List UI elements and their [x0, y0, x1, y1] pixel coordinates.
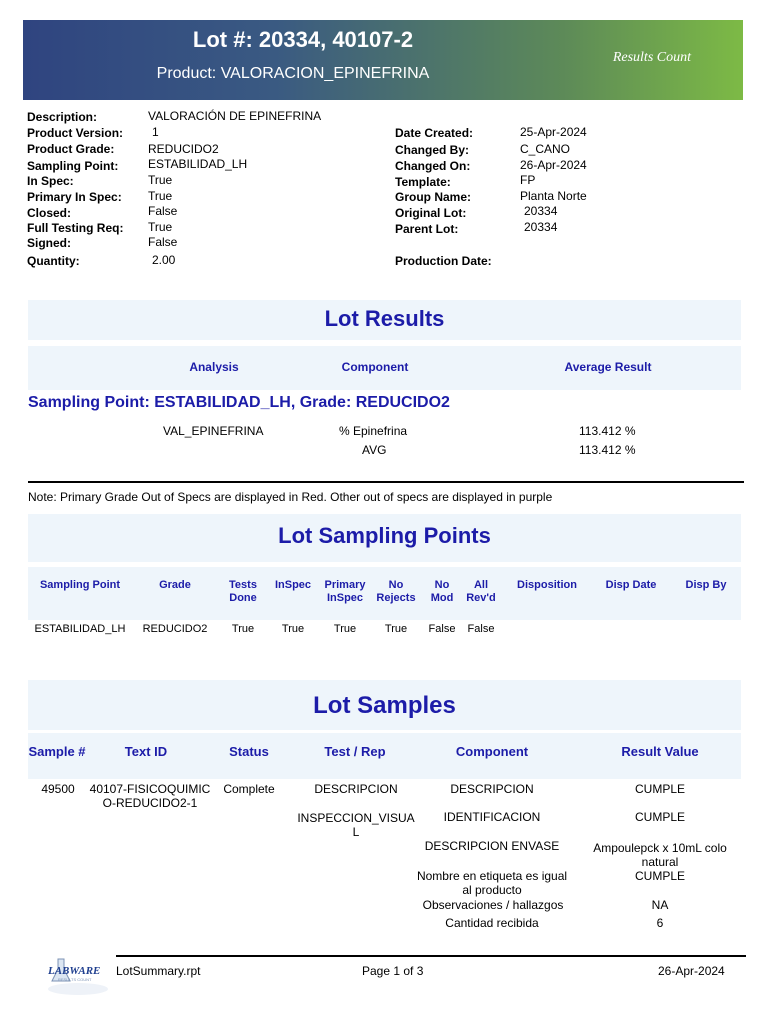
- info-value: 20334: [524, 220, 558, 234]
- samples-title: Lot Samples: [313, 692, 456, 719]
- info-value: True: [148, 189, 173, 203]
- result-component: % Epinefrina: [339, 424, 408, 438]
- sample-component: DESCRIPCION ENVASE: [424, 839, 560, 853]
- sample-result: 6: [656, 916, 664, 930]
- info-value: Planta Norte: [520, 189, 587, 203]
- sampling-points-title: Lot Sampling Points: [278, 523, 491, 548]
- column-header-average-result: Average Result: [564, 360, 652, 374]
- column-header-test-rep: Test / Rep: [324, 744, 386, 759]
- column-header-text-id: Text ID: [124, 744, 168, 759]
- info-value: ESTABILIDAD_LH: [148, 157, 248, 171]
- info-value: REDUCIDO2: [148, 142, 219, 156]
- column-header-disp-by: Disp By: [685, 579, 727, 591]
- info-value: C_CANO: [520, 142, 571, 156]
- column-header-no-mod: No Mod: [430, 579, 454, 604]
- sp-cell: True: [281, 623, 305, 635]
- info-label: Original Lot:: [395, 206, 467, 220]
- info-label: Primary In Spec:: [27, 190, 122, 204]
- results-count-logo-text: Results Count: [612, 50, 691, 65]
- sample-result: CUMPLE: [634, 782, 685, 796]
- sp-cell: True: [333, 623, 357, 635]
- column-header-component: Component: [341, 360, 409, 374]
- sample-number: 49500: [41, 782, 75, 796]
- page-indicator: Page 1 of 3: [362, 964, 424, 978]
- column-header-primary-inspec: Primary InSpec: [324, 579, 366, 604]
- logo-subtext: RESULTS COUNT: [58, 977, 92, 982]
- lot-results-title: Lot Results: [324, 306, 445, 331]
- sample-result: CUMPLE: [634, 869, 685, 883]
- info-value: 1: [152, 125, 159, 139]
- sampling-point-group-title: Sampling Point: ESTABILIDAD_LH, Grade: REDUCIDO2: [28, 394, 450, 411]
- info-value: 26-Apr-2024: [520, 158, 587, 172]
- sample-component: DESCRIPCION: [450, 782, 534, 796]
- column-header-sample-no: Sample #: [28, 744, 86, 759]
- column-header-no-rejects: No Rejects: [376, 579, 416, 604]
- sp-cell: False: [428, 623, 456, 635]
- report-name: LotSummary.rpt: [116, 964, 201, 978]
- lot-results-title-band: [28, 300, 741, 340]
- result-average: 113.412 %: [579, 443, 636, 457]
- column-header-disposition: Disposition: [517, 579, 577, 591]
- info-label: In Spec:: [27, 174, 74, 188]
- sample-result: CUMPLE: [634, 810, 685, 824]
- sp-cell: REDUCIDO2: [142, 623, 208, 635]
- info-label: Changed By:: [395, 143, 470, 157]
- info-label: Changed On:: [395, 159, 471, 173]
- result-analysis: VAL_EPINEFRINA: [163, 424, 264, 438]
- info-label: Closed:: [27, 206, 72, 220]
- column-header-analysis: Analysis: [189, 360, 239, 374]
- result-component: AVG: [362, 443, 387, 457]
- divider: [28, 481, 744, 483]
- info-label: Date Created:: [395, 126, 474, 140]
- sp-cell: True: [231, 623, 255, 635]
- info-value: FP: [520, 173, 536, 187]
- product-line: Product: VALORACION_EPINEFRINA: [156, 65, 430, 82]
- sampling-points-title-band: [28, 514, 741, 562]
- column-header-result-value: Result Value: [621, 744, 699, 759]
- sp-cell: ESTABILIDAD_LH: [34, 623, 126, 635]
- info-label: Template:: [395, 175, 451, 189]
- sample-component: IDENTIFICACION: [443, 810, 541, 824]
- sample-text-id: 40107-FISICOQUIMICO-REDUCIDO2-1: [89, 782, 211, 810]
- column-header-sampling-point: Sampling Point: [39, 579, 121, 591]
- sample-result: NA: [651, 898, 669, 912]
- info-label: Quantity:: [27, 254, 80, 268]
- info-label: Group Name:: [395, 190, 472, 204]
- info-value: VALORACIÓN DE EPINEFRINA: [148, 109, 322, 123]
- logo-text: LABWARE: [48, 965, 101, 977]
- info-value: True: [148, 220, 173, 234]
- info-value: 2.00: [152, 253, 176, 267]
- labware-logo: [44, 955, 112, 999]
- sample-result: Ampoulepck x 10mL colo natural: [593, 841, 727, 869]
- sample-component: Cantidad recibida: [445, 916, 539, 930]
- info-value: True: [148, 173, 173, 187]
- info-label: Description:: [27, 110, 98, 124]
- info-value: False: [148, 235, 178, 249]
- info-label: Production Date:: [395, 254, 492, 268]
- info-label: Sampling Point:: [27, 159, 119, 173]
- info-value: 20334: [524, 204, 558, 218]
- column-header-tests-done: Tests Done: [229, 579, 257, 604]
- print-date: 26-Apr-2024: [658, 964, 725, 978]
- sample-test: DESCRIPCION: [314, 782, 398, 796]
- column-header-status: Status: [229, 744, 269, 759]
- sample-component: Observaciones / hallazgos: [422, 898, 564, 912]
- samples-title-band: [28, 680, 741, 730]
- sample-test: INSPECCION_VISUAL: [297, 811, 415, 839]
- info-value: False: [148, 204, 178, 218]
- result-average: 113.412 %: [579, 424, 636, 438]
- spec-color-note: Note: Primary Grade Out of Specs are displayed in Red. Other out of specs are displayed in purple: [28, 490, 553, 504]
- info-value: 25-Apr-2024: [520, 125, 587, 139]
- info-label: Parent Lot:: [395, 222, 459, 236]
- column-header-all-revd: All Rev'd: [466, 579, 496, 604]
- footer-divider: [116, 955, 746, 957]
- column-header-grade: Grade: [159, 579, 191, 591]
- sample-component: Nombre en etiqueta es igual al producto: [416, 869, 568, 897]
- info-label: Signed:: [27, 236, 71, 250]
- info-label: Product Grade:: [27, 142, 115, 156]
- info-label: Product Version:: [27, 126, 124, 140]
- column-header-disp-date: Disp Date: [605, 579, 657, 591]
- sp-cell: False: [467, 623, 495, 635]
- sp-cell: True: [384, 623, 408, 635]
- column-header-inspec: InSpec: [274, 579, 312, 591]
- column-header-component: Component: [455, 744, 529, 759]
- report-header-banner: [23, 20, 743, 100]
- lot-title: Lot #: 20334, 40107-2: [192, 27, 414, 52]
- info-label: Full Testing Req:: [27, 221, 124, 235]
- sample-status: Complete: [223, 782, 275, 796]
